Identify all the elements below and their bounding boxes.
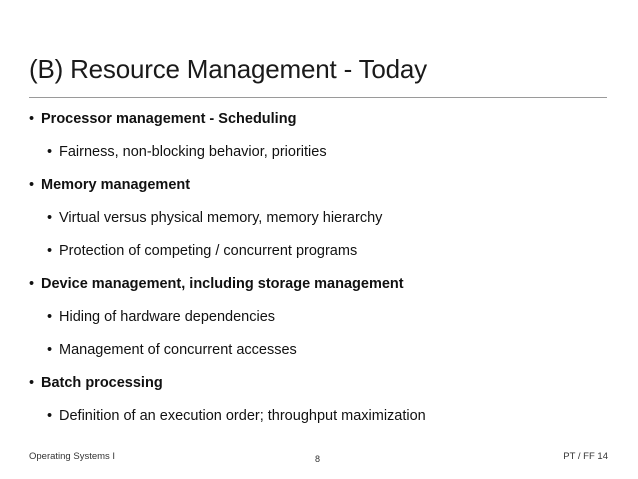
sub-bullet-execution-order [29,407,619,425]
bullet-text: Virtual versus physical memory, memory hierarchy [59,210,383,226]
bullet-text: Definition of an execution order; throughput maximization [59,408,426,424]
sub-bullet-hardware-dependencies [29,308,619,326]
footer-page-number: 8 [315,454,321,464]
bullet-marker: • [29,276,35,292]
bullet-marker: • [29,111,35,127]
bullet-marker: • [47,309,53,325]
bullet-marker: • [47,144,53,160]
bullet-memory-management [29,176,619,194]
sub-bullet-fairness [29,143,619,161]
sub-bullet-virtual-memory [29,209,619,227]
bullet-text: Memory management [41,177,191,193]
bullet-text: Processor management - Scheduling [41,111,297,127]
title-divider [29,97,607,98]
bullet-marker: • [47,342,53,358]
bullet-marker: • [47,408,53,424]
sub-bullet-protection [29,242,619,260]
bullet-device-management [29,275,619,293]
bullet-marker: • [47,210,53,226]
bullet-marker: • [29,177,35,193]
bullet-text: Hiding of hardware dependencies [59,309,276,325]
bullet-processor-management [29,110,619,128]
bullet-text: Device management, including storage management [41,276,404,292]
bullet-list [29,110,619,440]
bullet-marker: • [47,243,53,259]
sub-bullet-concurrent-accesses [29,341,619,359]
footer-course-name: Operating Systems I [29,451,116,462]
bullet-text: Protection of competing / concurrent programs [59,243,358,259]
bullet-marker: • [29,375,35,391]
bullet-text: Management of concurrent accesses [59,342,297,358]
footer-authors: PT / FF 14 [563,451,608,462]
slide-title: (B) Resource Management - Today [29,54,427,84]
bullet-batch-processing [29,374,619,392]
bullet-text: Fairness, non-blocking behavior, priorities [59,144,327,160]
bullet-text: Batch processing [41,375,163,391]
